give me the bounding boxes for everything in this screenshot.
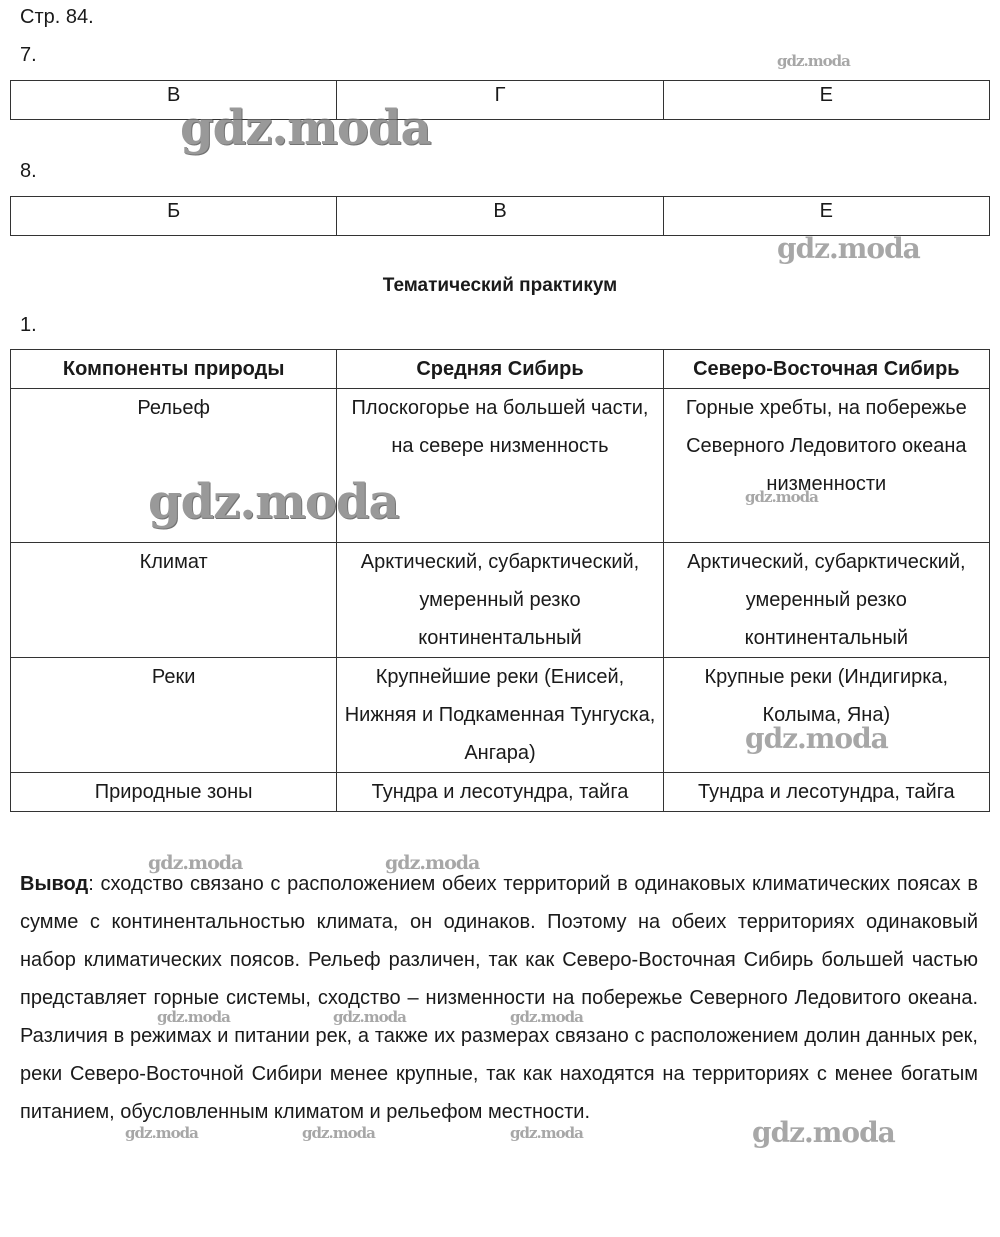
column-header: Средняя Сибирь	[337, 350, 663, 389]
watermark: gdz.moda	[157, 1008, 230, 1026]
watermark: gdz.moda	[385, 852, 480, 874]
task-8-answer-table	[10, 196, 990, 236]
watermark: gdz.moda	[745, 722, 888, 755]
column-header: Компоненты природы	[11, 350, 337, 389]
watermark: gdz.moda	[148, 474, 399, 530]
table-cell: Рельеф	[11, 389, 337, 543]
watermark: gdz.moda	[333, 1008, 406, 1026]
watermark: gdz.moda	[745, 488, 818, 506]
watermark: gdz.moda	[777, 52, 850, 70]
answer-cell: Е	[663, 81, 989, 120]
answer-cell: Г	[337, 81, 663, 120]
watermark: gdz.moda	[752, 1116, 895, 1149]
table-cell: Арктический, субарктический, умеренный резко континентальный	[337, 543, 663, 658]
page-label: Стр. 84.	[20, 6, 94, 28]
section-title: Тематический практикум	[382, 275, 618, 296]
conclusion-text: : сходство связано с расположением обеих территорий в одинаковых климатических поясах в сумме с континентальностью климата, он одинаков. Поэтому на обеих территориях одинаковый набор климатических поясов. Рельеф различен, так как Северо-Восточная Сибирь большей частью представляет горные системы, сходство – низменности на побережье Северного Ледовитого океана. Различия в режимах и питании рек, а также их размерах связано с расположением долин данных рек, реки Северо-Восточной Сибири менее крупные, так как находятся на территориях с менее богатым питанием, обусловленным климатом и рельефом местности.	[20, 873, 978, 1123]
conclusion-paragraph	[20, 865, 978, 1131]
table-row	[11, 389, 990, 543]
table-row	[11, 543, 990, 658]
table-row	[11, 773, 990, 812]
watermark: gdz.moda	[148, 852, 243, 874]
watermark: gdz.moda	[302, 1124, 375, 1142]
table-cell: Арктический, субарктический, умеренный резко континентальный	[663, 543, 989, 658]
answer-cell: В	[11, 81, 337, 120]
watermark: gdz.moda	[510, 1008, 583, 1026]
answer-cell: Б	[11, 197, 337, 236]
task-7-answer-table	[10, 80, 990, 120]
watermark: gdz.moda	[777, 232, 920, 265]
table-header-row	[11, 350, 990, 389]
task-1-number: 1.	[20, 314, 37, 336]
column-header: Северо-Восточная Сибирь	[663, 350, 989, 389]
answer-cell: В	[337, 197, 663, 236]
task-8-number: 8.	[20, 160, 37, 182]
table-cell: Тундра и лесотундра, тайга	[337, 773, 663, 812]
table-cell: Плоскогорье на большей части, на севере низменность	[337, 389, 663, 543]
table-row	[11, 658, 990, 773]
answer-cell: Е	[663, 197, 989, 236]
table-cell: Горные хребты, на побережье Северного Ледовитого океана низменности	[663, 389, 989, 543]
table-cell: Реки	[11, 658, 337, 773]
table-cell: Крупные реки (Индигирка, Колыма, Яна)	[663, 658, 989, 773]
table-cell: Крупнейшие реки (Енисей, Нижняя и Подкаменная Тунгуска, Ангара)	[337, 658, 663, 773]
table-cell: Тундра и лесотундра, тайга	[663, 773, 989, 812]
table-cell: Природные зоны	[11, 773, 337, 812]
table-row	[11, 81, 990, 120]
table-cell: Климат	[11, 543, 337, 658]
watermark: gdz.moda	[510, 1124, 583, 1142]
conclusion-label: Вывод	[20, 873, 89, 895]
comparison-table	[10, 349, 990, 812]
table-row	[11, 197, 990, 236]
watermark: gdz.moda	[125, 1124, 198, 1142]
task-7-number: 7.	[20, 44, 37, 66]
watermark: gdz.moda	[180, 100, 431, 156]
